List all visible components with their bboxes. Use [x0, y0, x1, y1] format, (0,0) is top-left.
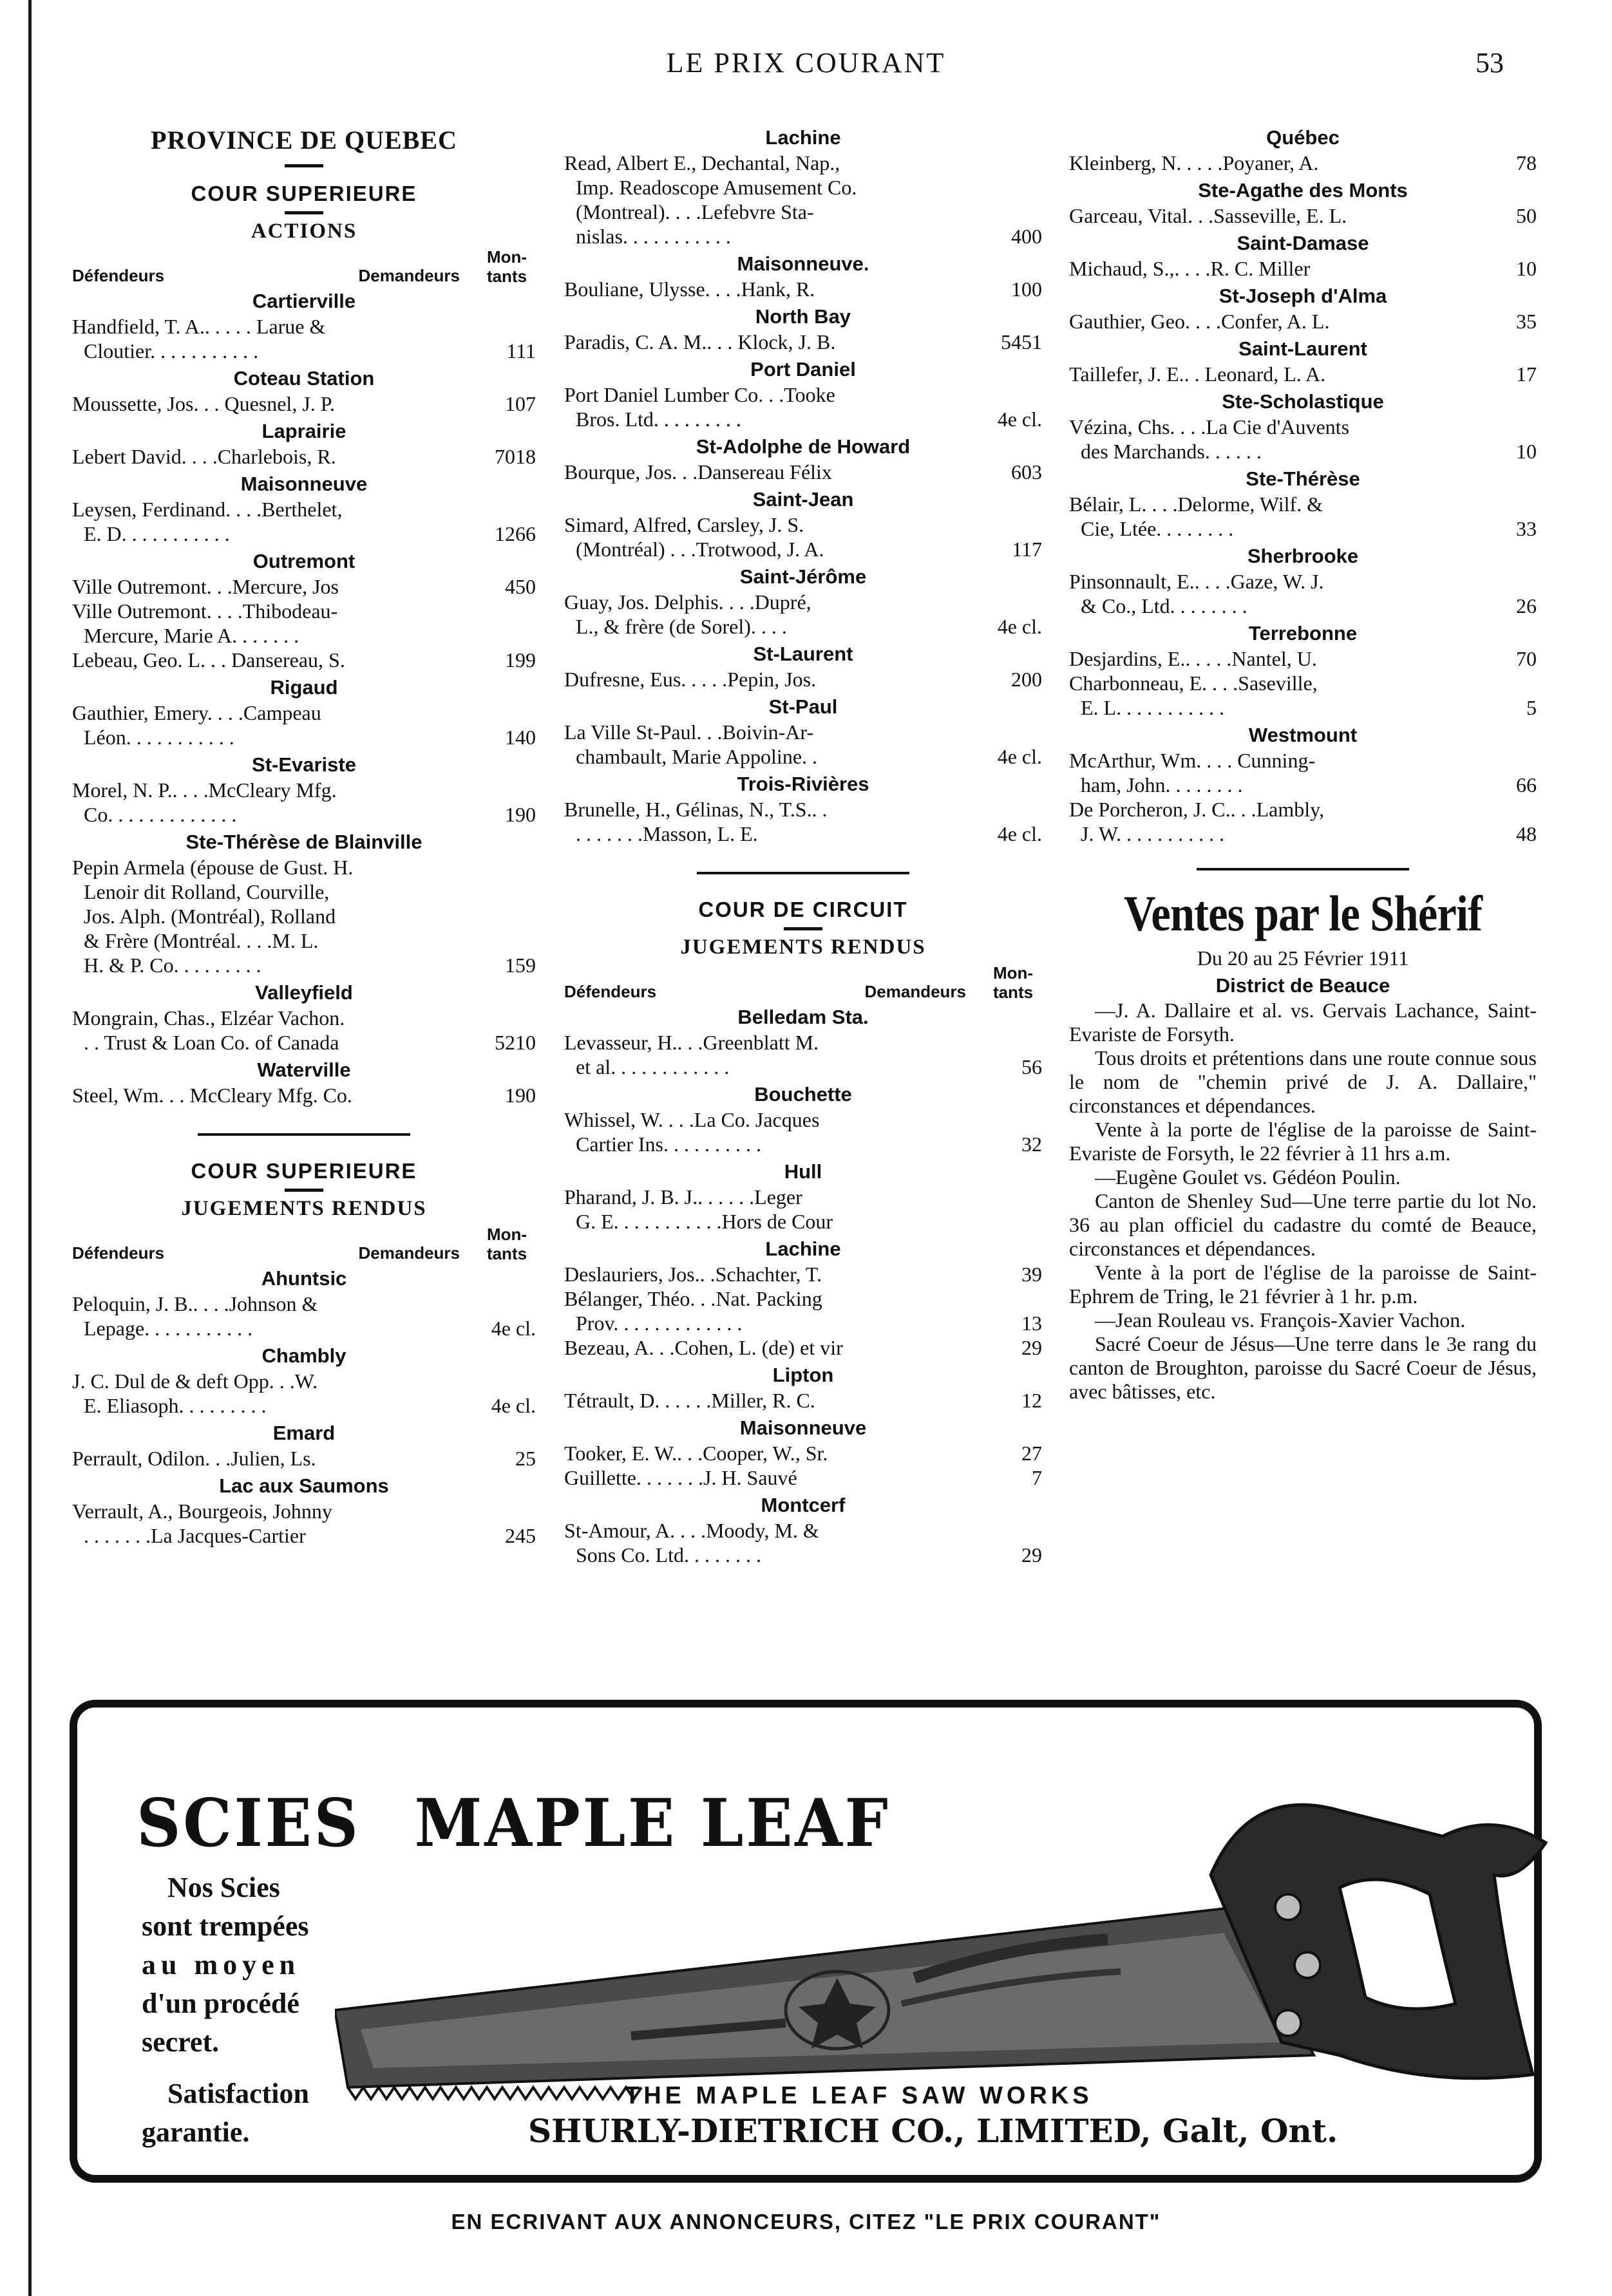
case-amount: 200	[1011, 668, 1042, 691]
case-amount: 400	[1011, 225, 1042, 248]
case-entry	[564, 590, 1042, 639]
case-amount: 100	[1011, 278, 1042, 301]
case-parties: Perrault, Odilon. . .Julien, Ls.	[72, 1447, 316, 1470]
header-defendeurs: Défendeurs	[72, 1243, 165, 1263]
ad-works-line: THE MAPLE LEAF SAW WORKS	[625, 2082, 1093, 2109]
column-header	[72, 247, 536, 286]
case-entry	[72, 701, 536, 749]
case-parties: Deslauriers, Jos.. .Schachter, T.	[564, 1263, 822, 1286]
case-entry	[1069, 748, 1537, 797]
case-parties: Bourque, Jos. . .Dansereau Félix	[564, 460, 832, 484]
case-entry	[564, 720, 1042, 769]
locality-heading: Montcerf	[761, 1494, 846, 1516]
case-parties: Mongrain, Chas., Elzéar Vachon. . . Trust & Loan Co. of Canada	[72, 1006, 345, 1054]
section-subheading: JUGEMENTS RENDUS	[680, 936, 926, 959]
locality-heading: Trois-Rivières	[737, 773, 869, 795]
case-parties: Lebeau, Geo. L. . . Dansereau, S.	[72, 648, 345, 672]
ventes-title: Ventes par le Shérif	[1123, 885, 1483, 941]
locality-heading: Emard	[272, 1422, 336, 1444]
section-heading: COUR SUPERIEURE	[191, 1159, 417, 1183]
locality-heading: Ste-Thérèse	[1246, 467, 1360, 490]
locality-heading: Québec	[1266, 126, 1340, 149]
case-parties: Verrault, A., Bourgeois, Johnny . . . . . . .La Jacques-Cartier	[72, 1500, 332, 1547]
running-title: LE PRIX COURANT	[666, 47, 946, 79]
case-parties: Steel, Wm. . . McCleary Mfg. Co.	[72, 1084, 352, 1107]
rule	[285, 1189, 323, 1192]
locality-heading: Valleyfield	[255, 981, 353, 1004]
header-montants: Mon- tants	[992, 963, 1034, 1002]
case-entry	[72, 314, 536, 363]
case-parties: De Porcheron, J. C.. . .Lambly, J. W. . . . . . . . . . .	[1069, 798, 1325, 845]
case-entry	[564, 1441, 1042, 1465]
locality-heading: Saint-Laurent	[1238, 337, 1367, 360]
column-header	[72, 1225, 536, 1263]
ventes-dates: Du 20 au 25 Février 1911	[1197, 946, 1409, 970]
case-entry	[564, 151, 1042, 249]
case-amount: 7018	[495, 445, 536, 468]
case-entry	[1069, 362, 1537, 386]
locality-heading: Lac aux Saumons	[219, 1474, 389, 1497]
locality-heading: St-Adolphe de Howard	[696, 435, 911, 458]
ventes-paragraphs	[1069, 999, 1537, 1404]
case-entry	[72, 855, 536, 977]
locality-heading: Saint-Jérôme	[739, 565, 867, 588]
ventes-paragraph: Vente à la port de l'église de la paroisse de Saint-Ephrem de Tring, le 21 février à 1 hr. p.m.	[1069, 1261, 1537, 1308]
case-entry	[72, 1369, 536, 1418]
ventes-paragraph: Sacré Coeur de Jésus—Une terre dans le 3e rang du canton de Broughton, paroisse du Sacré Coeur de Jésus, avec bâtisses, etc.	[1069, 1332, 1537, 1403]
case-amount: 17	[1516, 362, 1537, 386]
ad-title-right: MAPLE LEAF	[414, 1785, 891, 1862]
case-parties: St-Amour, A. . . .Moody, M. & Sons Co. Ltd. . . . . . . .	[564, 1519, 819, 1567]
section-subheading: ACTIONS	[251, 220, 357, 243]
case-parties: Pharand, J. B. J.. . . . . .Leger G. E. . . . . . . . . . .Hors de Cour	[564, 1185, 833, 1233]
locality-heading: Cartierville	[252, 290, 356, 312]
ad-side-text	[142, 1868, 308, 2062]
ventes-paragraph: Vente à la porte de l'église de la paroisse de Saint-Evariste de Forsyth, le 22 février à 11 hrs a.m.	[1069, 1118, 1537, 1165]
case-amount: 4e cl.	[997, 408, 1042, 431]
case-entry	[1069, 415, 1537, 464]
page-spine-edge	[28, 0, 32, 2296]
case-amount: 33	[1516, 517, 1537, 540]
case-parties: Port Daniel Lumber Co. . .Tooke Bros. Ltd. . . . . . . . .	[564, 383, 835, 431]
rule	[784, 927, 822, 930]
locality-heading: Outremont	[252, 550, 356, 572]
locality-heading: St-Joseph d'Alma	[1218, 285, 1387, 307]
case-amount: 190	[505, 1084, 536, 1107]
rule	[285, 211, 323, 214]
case-amount: 32	[1021, 1133, 1042, 1156]
ad-side-line: Nos Scies	[167, 1872, 280, 1903]
locality-heading: North Bay	[755, 305, 851, 328]
case-parties: Leysen, Ferdinand. . . .Berthelet, E. D. . . . . . . . . . .	[72, 498, 343, 545]
ad-side-line: sont trempées	[142, 1910, 309, 1942]
ad-side-line: garantie.	[142, 2116, 250, 2148]
ventes-paragraph: —Jean Rouleau vs. François-Xavier Vachon.	[1095, 1308, 1466, 1331]
case-amount: 39	[1021, 1263, 1042, 1286]
locality-heading: Coteau Station	[233, 367, 375, 390]
locality-heading: St-Paul	[768, 695, 838, 718]
case-amount: 29	[1021, 1543, 1042, 1567]
section-rule	[1197, 868, 1409, 870]
case-entry	[564, 1465, 1042, 1490]
case-amount: 4e cl.	[997, 615, 1042, 638]
case-amount: 13	[1021, 1312, 1042, 1335]
footer-note: EN ECRIVANT AUX ANNONCEURS, CITEZ "LE PRIX COURANT"	[451, 2210, 1161, 2234]
case-parties: Morel, N. P.. . . .McCleary Mfg. Co. . . . . . . . . . . . .	[72, 778, 337, 826]
case-entry	[1069, 797, 1537, 846]
locality-heading: Laprairie	[261, 420, 346, 442]
case-entry	[72, 391, 536, 416]
header-montants: Mon- tants	[486, 247, 527, 286]
section-heading: COUR DE CIRCUIT	[698, 898, 908, 921]
case-parties: Brunelle, H., Gélinas, N., T.S.. . . . . . . . .Masson, L. E.	[564, 798, 828, 845]
case-parties: Bélanger, Théo. . .Nat. Packing Prov. . . . . . . . . . . . .	[564, 1287, 822, 1335]
case-amount: 48	[1516, 822, 1537, 845]
locality-heading: Maisonneuve	[739, 1416, 867, 1439]
case-entry	[564, 1262, 1042, 1286]
case-amount: 10	[1516, 440, 1537, 463]
locality-heading: Hull	[784, 1160, 822, 1183]
case-parties: La Ville St-Paul. . .Boivin-Ar- chambault, Marie Appoline. .	[564, 720, 818, 768]
case-amount: 5210	[495, 1031, 536, 1054]
section-heading: COUR SUPERIEURE	[191, 182, 417, 205]
case-amount: 190	[505, 803, 536, 826]
case-parties: Charbonneau, E. . . .Saseville, E. L. . . . . . . . . . .	[1069, 672, 1318, 719]
case-parties: Michaud, S.,. . . .R. C. Miller	[1069, 257, 1311, 280]
case-parties: Simard, Alfred, Carsley, J. S. (Montréal) . . .Trotwood, J. A.	[564, 513, 824, 561]
case-parties: Pinsonnault, E.. . . .Gaze, W. J. & Co., Ltd. . . . . . . .	[1069, 570, 1324, 617]
case-entry	[72, 599, 536, 648]
header-demandeurs: Demandeurs	[358, 266, 460, 285]
case-amount: 159	[505, 954, 536, 977]
ad-side-line: Satisfaction	[167, 2078, 309, 2109]
case-amount: 25	[515, 1447, 536, 1470]
case-parties: Kleinberg, N. . . . .Poyaner, A.	[1069, 151, 1319, 174]
case-entry	[1069, 309, 1537, 334]
case-parties: Pepin Armela (épouse de Gust. H. Lenoir dit Rolland, Courville, Jos. Alph. (Montréal), Rolland & Frère (Montréal. . . .M. L. H. & P. Co. . . . . . . . .	[72, 856, 354, 977]
case-parties: Vézina, Chs. . . .La Cie d'Auvents des Marchands. . . . . .	[1069, 415, 1350, 463]
locality-heading: Ste-Thérèse de Blainville	[185, 831, 422, 853]
case-entry	[1069, 646, 1537, 671]
case-entry	[72, 1083, 536, 1107]
locality-heading: Sherbrooke	[1247, 545, 1359, 567]
column-3	[1069, 122, 1537, 1404]
case-amount: 35	[1516, 310, 1537, 333]
ventes-paragraph: —J. A. Dallaire et al. vs. Gervais Lachance, Saint-Evariste de Forsyth.	[1069, 999, 1537, 1046]
case-entry	[1069, 203, 1537, 228]
case-parties: J. C. Dul de & deft Opp. . .W. E. Eliasoph. . . . . . . . .	[72, 1369, 318, 1417]
case-entry	[564, 1335, 1042, 1360]
case-amount: 29	[1021, 1336, 1042, 1359]
case-list	[564, 1006, 1042, 1567]
case-entry	[72, 1446, 536, 1471]
province-title: PROVINCE DE QUEBEC	[151, 126, 457, 155]
case-parties: Paradis, C. A. M.. . . Klock, J. B.	[564, 330, 836, 353]
column-1	[72, 122, 536, 1548]
case-parties: Read, Albert E., Dechantal, Nap., Imp. Readoscope Amusement Co. (Montreal). . . .Lefebvre Sta- nislas. . . . . . . . . . .	[564, 151, 857, 248]
section-rule	[198, 1133, 410, 1136]
ventes-paragraph: Canton de Shenley Sud—Une terre partie du lot No. 36 au plan officiel du cadastre du comté de Beauce, circonstances et dépendances.	[1069, 1189, 1537, 1260]
case-parties: Tooker, E. W.. . .Cooper, W., Sr.	[564, 1442, 828, 1465]
case-parties: Peloquin, J. B.. . . .Johnson & Lepage. . . . . . . . . . .	[72, 1292, 318, 1340]
locality-heading: Waterville	[257, 1059, 351, 1081]
locality-heading: Ste-Scholastique	[1222, 390, 1384, 413]
case-amount: 4e cl.	[491, 1317, 536, 1340]
case-amount: 66	[1516, 773, 1537, 796]
case-amount: 111	[506, 339, 536, 362]
case-parties: Bezeau, A. . .Cohen, L. (de) et vir	[564, 1336, 843, 1359]
locality-heading: Terrebonne	[1248, 622, 1358, 645]
case-entry	[72, 1006, 536, 1055]
ad-company-line: SHURLY-DIETRICH CO., LIMITED, Galt, Ont.	[528, 2112, 1338, 2150]
section-subheading: JUGEMENTS RENDUS	[181, 1197, 427, 1220]
case-parties: Ville Outremont. . .Mercure, Jos	[72, 575, 339, 598]
header-defendeurs: Défendeurs	[72, 266, 165, 285]
case-amount: 5	[1526, 696, 1537, 719]
case-amount: 4e cl.	[491, 1394, 536, 1417]
case-amount: 50	[1516, 204, 1537, 227]
case-parties: Garceau, Vital. . .Sasseville, E. L.	[1069, 204, 1347, 227]
case-list	[72, 290, 536, 1107]
case-amount: 56	[1021, 1055, 1042, 1078]
case-parties: Bouliane, Ulysse. . . .Hank, R.	[564, 278, 815, 301]
case-entry	[72, 444, 536, 469]
ventes-paragraph: Tous droits et prétentions dans une route connue sous le nom de "chemin privé de J. A. Dallaire," circonstances et dépendances.	[1069, 1046, 1537, 1117]
header-montants: Mon- tants	[486, 1225, 527, 1263]
ad-side-line: au moyen	[142, 1949, 301, 1981]
case-entry	[564, 382, 1042, 431]
case-amount: 70	[1516, 647, 1537, 670]
case-amount: 26	[1516, 594, 1537, 617]
case-entry	[564, 1518, 1042, 1567]
case-entry	[72, 1292, 536, 1341]
locality-heading: Chambly	[261, 1344, 346, 1367]
case-parties: Lebert David. . . .Charlebois, R.	[72, 445, 336, 468]
case-amount: 10	[1516, 257, 1537, 280]
page-number: 53	[1475, 47, 1504, 79]
advertisement-box	[70, 1700, 1542, 2183]
case-parties: McArthur, Wm. . . . Cunning- ham, John. . . . . . . .	[1069, 749, 1316, 796]
case-amount: 450	[505, 575, 536, 598]
case-entry	[1069, 671, 1537, 720]
case-amount: 603	[1011, 460, 1042, 484]
section-rule	[697, 872, 909, 874]
locality-heading: Port Daniel	[750, 358, 856, 381]
locality-heading: Lachine	[765, 126, 841, 149]
case-entry	[564, 277, 1042, 301]
case-parties: Whissel, W. . . .La Co. Jacques Cartier Ins. . . . . . . . . .	[564, 1108, 820, 1156]
case-entry	[1069, 151, 1537, 175]
header-demandeurs: Demandeurs	[864, 982, 966, 1001]
locality-heading: Ste-Agathe des Monts	[1198, 179, 1408, 202]
column-header	[564, 963, 1042, 1002]
locality-heading: Bouchette	[754, 1083, 852, 1106]
case-entry	[564, 330, 1042, 354]
case-entry	[564, 460, 1042, 484]
locality-heading: Lipton	[772, 1364, 834, 1386]
locality-heading: Ahuntsic	[261, 1267, 347, 1290]
case-amount: 1266	[495, 522, 536, 545]
locality-heading: Rigaud	[270, 676, 338, 699]
ad-title-left: SCIES	[137, 1785, 361, 1862]
case-entry	[72, 1499, 536, 1548]
ad-side-text-2	[142, 2075, 309, 2152]
case-parties: Moussette, Jos. . . Quesnel, J. P.	[72, 392, 336, 415]
case-entry	[564, 1107, 1042, 1156]
case-entry	[564, 1388, 1042, 1413]
case-amount: 78	[1516, 151, 1537, 174]
locality-heading: Saint-Jean	[752, 488, 854, 511]
case-entry	[564, 1185, 1042, 1234]
locality-heading: Belledam Sta.	[737, 1006, 869, 1028]
case-entry	[564, 667, 1042, 692]
case-amount: 27	[1021, 1442, 1042, 1465]
case-entry	[1069, 492, 1537, 541]
case-parties: Guillette. . . . . . .J. H. Sauvé	[564, 1466, 797, 1489]
case-amount: 107	[505, 392, 536, 415]
ventes-district: District de Beauce	[1215, 974, 1390, 997]
case-parties: Tétrault, D. . . . . .Miller, R. C.	[564, 1389, 815, 1412]
case-list	[564, 126, 1042, 846]
hand-saw-illustration	[335, 1785, 1578, 2120]
locality-heading: Lachine	[765, 1237, 841, 1260]
case-parties: Dufresne, Eus. . . . .Pepin, Jos.	[564, 668, 817, 691]
locality-heading: Westmount	[1248, 724, 1358, 746]
case-parties: Taillefer, J. E.. . Leonard, L. A.	[1069, 362, 1326, 386]
ad-side-line: secret.	[142, 2026, 220, 2058]
case-list	[72, 1267, 536, 1548]
case-entry	[72, 497, 536, 546]
column-2	[564, 122, 1042, 1567]
case-entry	[564, 1030, 1042, 1079]
locality-heading: Maisonneuve	[240, 473, 368, 495]
locality-heading: St-Evariste	[252, 753, 356, 776]
case-parties: Guay, Jos. Delphis. . . .Dupré, L., & frère (de Sorel). . . .	[564, 590, 811, 638]
case-parties: Desjardins, E.. . . . .Nantel, U.	[1069, 647, 1317, 670]
case-amount: 117	[1012, 538, 1042, 561]
case-entry	[1069, 569, 1537, 618]
case-amount: 12	[1021, 1389, 1042, 1412]
case-entry	[1069, 256, 1537, 281]
case-parties: Gauthier, Geo. . . .Confer, A. L.	[1069, 310, 1330, 333]
case-parties: Levasseur, H.. . .Greenblatt M. et al. . . . . . . . . . . .	[564, 1031, 819, 1078]
case-amount: 4e cl.	[997, 822, 1042, 845]
case-parties: Gauthier, Emery. . . .Campeau Léon. . . . . . . . . . .	[72, 701, 321, 749]
case-amount: 245	[505, 1524, 536, 1547]
locality-heading: Saint-Damase	[1237, 232, 1369, 254]
case-amount: 4e cl.	[997, 745, 1042, 768]
rule	[285, 164, 323, 167]
case-entry	[564, 513, 1042, 561]
case-entry	[72, 778, 536, 827]
ventes-paragraph: —Eugène Goulet vs. Gédéon Poulin.	[1095, 1165, 1401, 1189]
case-amount: 140	[505, 726, 536, 749]
case-entry	[72, 648, 536, 672]
case-parties: Bélair, L. . . .Delorme, Wilf. & Cie, Ltée. . . . . . . .	[1069, 493, 1323, 540]
case-list	[1069, 126, 1537, 846]
case-entry	[564, 797, 1042, 846]
locality-heading: Maisonneuve.	[737, 252, 869, 275]
case-amount: 7	[1032, 1466, 1042, 1489]
header-demandeurs: Demandeurs	[358, 1243, 460, 1263]
case-amount: 199	[505, 648, 536, 672]
locality-heading: St-Laurent	[753, 643, 853, 665]
header-defendeurs: Défendeurs	[564, 982, 657, 1001]
case-amount: 5451	[1001, 330, 1042, 353]
case-entry	[564, 1286, 1042, 1335]
ad-side-line: d'un procédé	[142, 1988, 299, 2019]
case-parties: Ville Outremont. . . .Thibodeau- Mercure, Marie A. . . . . . .	[72, 599, 338, 647]
case-parties: Handfield, T. A.. . . . . Larue & Cloutier. . . . . . . . . . .	[72, 315, 326, 362]
case-entry	[72, 574, 536, 599]
